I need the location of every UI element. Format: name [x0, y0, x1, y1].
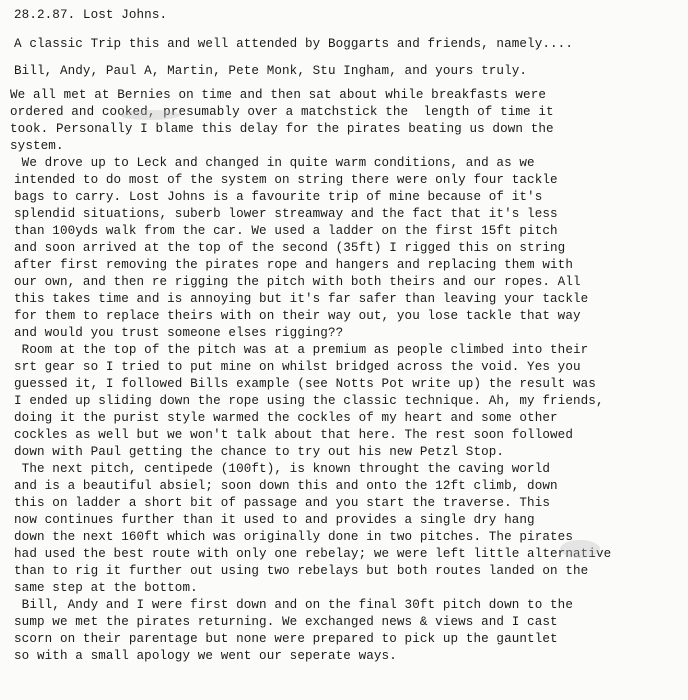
paper-speck — [560, 540, 600, 558]
body-line: than to rig it further out using two rebelays but both routes landed on the — [14, 564, 589, 578]
body-line: doing it the purist style warmed the cockles of my heart and some other — [14, 411, 558, 425]
body-line: took. Personally I blame this delay for the pirates beating us down the — [10, 122, 554, 136]
body-line: srt gear so I tried to put mine on whilst bridged across the void. Yes you — [14, 360, 581, 374]
body-line: this takes time and is annoying but it's far safer than leaving your tackle — [14, 292, 589, 306]
body-line: Bill, Andy and I were first down and on the final 30ft pitch down to the — [14, 598, 573, 612]
body-line: I ended up sliding down the rope using the classic technique. Ah, my friends, — [14, 394, 604, 408]
body-line: guessed it, I followed Bills example (see Notts Pot write up) the result was — [14, 377, 596, 391]
body-line: bags to carry. Lost Johns is a favourite trip of mine because of it's — [14, 190, 543, 204]
body-line: ordered and cooked, presumably over a matchstick the length of time it — [10, 105, 554, 119]
body-line: same step at the bottom. — [14, 581, 198, 595]
body-line: Room at the top of the pitch was at a premium as people climbed into their — [14, 343, 589, 357]
body-line: sump we met the pirates returning. We exchanged news & views and I cast — [14, 615, 558, 629]
body-line: down with Paul getting the chance to try out his new Petzl Stop. — [14, 445, 505, 459]
body-line: cockles as well but we won't talk about that here. The rest soon followed — [14, 428, 573, 442]
body-line: than 100yds walk from the car. We used a ladder on the first 15ft pitch — [14, 224, 558, 238]
paper-speck — [120, 110, 180, 120]
body-line: The next pitch, centipede (100ft), is known throught the caving world — [14, 462, 551, 476]
body-line: had used the best route with only one rebelay; we were left little alternative — [14, 547, 612, 561]
body-line: and soon arrived at the top of the second (35ft) I rigged this on string — [14, 241, 566, 255]
body-line: splendid situations, suberb lower streamway and the fact that it's less — [14, 207, 558, 221]
body-line: We drove up to Leck and changed in quite warm conditions, and as we — [14, 156, 535, 170]
body-line: down the next 160ft which was originally done in two pitches. The pirates — [14, 530, 573, 544]
body-line: for them to replace theirs with on their way out, you lose tackle that way — [14, 309, 581, 323]
attendees-line: Bill, Andy, Paul A, Martin, Pete Monk, Stu Ingham, and yours truly. — [14, 64, 528, 78]
body-line: scorn on their parentage but none were prepared to pick up the gauntlet — [14, 632, 558, 646]
body-line: and would you trust someone elses rigging?? — [14, 326, 344, 340]
document-intro: A classic Trip this and well attended by Boggarts and friends, namely.... — [14, 37, 573, 51]
body-line: so with a small apology we went our seperate ways. — [14, 649, 397, 663]
body-line: our own, and then re rigging the pitch with both theirs and our ropes. All — [14, 275, 581, 289]
body-line: We all met at Bernies on time and then sat about while breakfasts were — [10, 88, 547, 102]
body-line: now continues further than it used to and provides a single dry hang — [14, 513, 535, 527]
document-title: 28.2.87. Lost Johns. — [14, 8, 168, 22]
body-line: this on ladder a short bit of passage and you start the traverse. This — [14, 496, 551, 510]
body-line: intended to do most of the system on string there were only four tackle — [14, 173, 558, 187]
body-line: and is a beautiful absiel; soon down this and onto the 12ft climb, down — [14, 479, 558, 493]
body-line: after first removing the pirates rope and hangers and replacing them with — [14, 258, 573, 272]
body-line: system. — [10, 139, 64, 153]
